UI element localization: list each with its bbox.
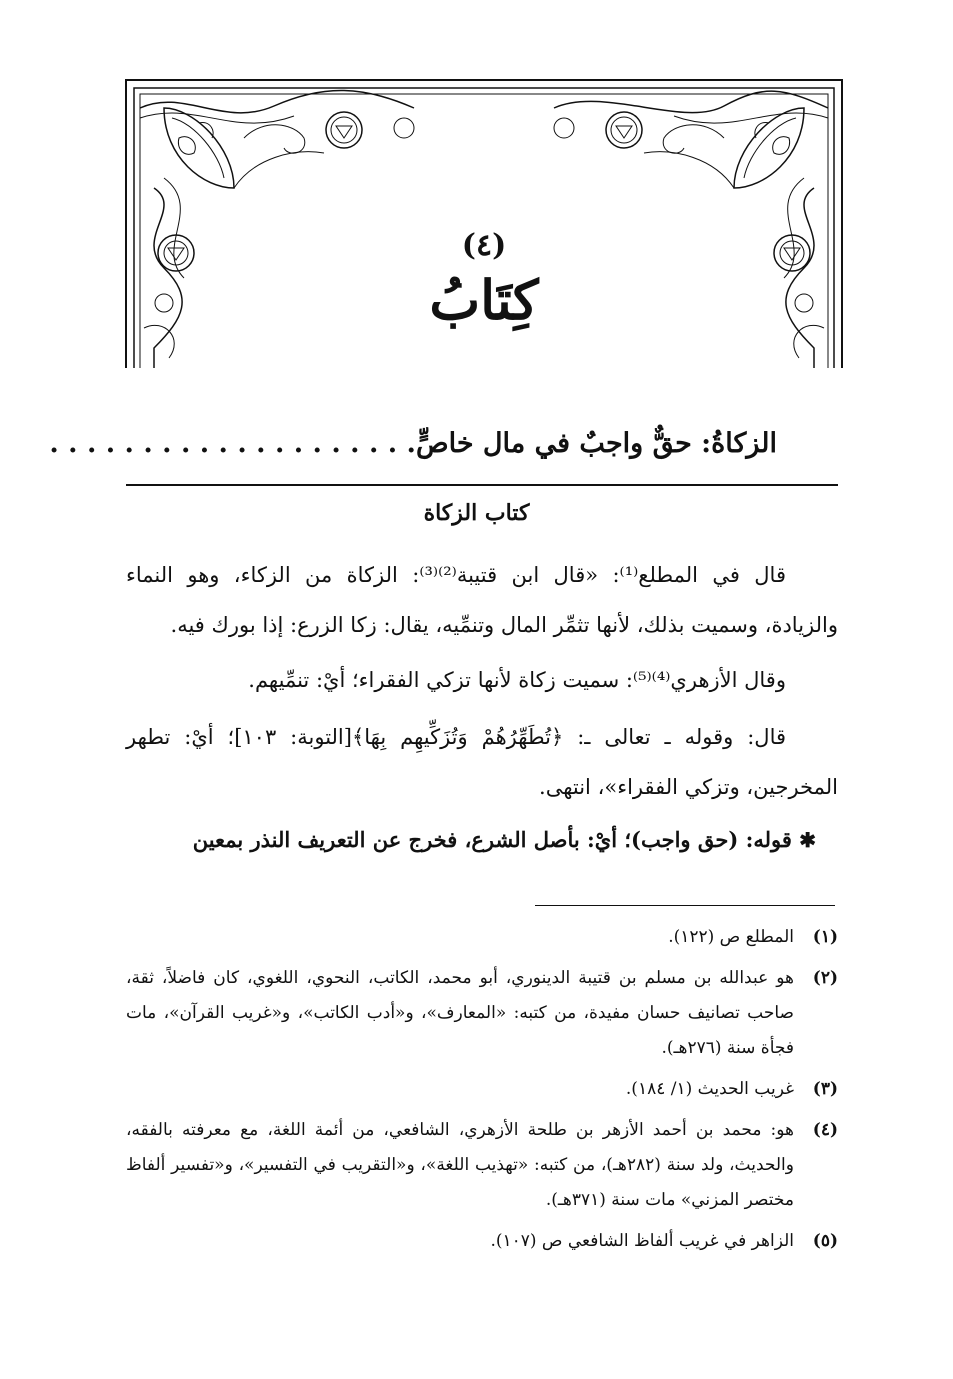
footnote-text: هو عبدالله بن مسلم بن قتيبة الدينوري، أبو محمد، الكاتب، النحوي، اللغوي، كان فاضلاً، ثقة، صاحب تصانيف حسان مفيدة، من كتبه: «المعارف»، و«أدب الكاتب»، و«غريب القرآن»، مات فجأة سنة (٢٧٦هـ). bbox=[126, 968, 794, 1058]
footnote-item bbox=[126, 1072, 838, 1107]
paragraph-4-text: قوله: (حق واجب)؛ أيْ: بأصل الشرع، فخرج عن التعريف النذر بمعين bbox=[192, 827, 792, 852]
footnote-text: المطلع ص (١٢٢). bbox=[668, 927, 794, 947]
matn-divider bbox=[126, 484, 838, 486]
footnote-number: (٤) bbox=[812, 1120, 838, 1140]
footnote-number: (٢) bbox=[812, 968, 838, 988]
section-title: كتاب الزكاة bbox=[423, 500, 530, 526]
matn-text: الزكاةُ: حقٌّ واجبٌ في مال خاصٍّ bbox=[415, 428, 777, 459]
paragraph-3: قال: وقوله ـ تعالى ـ: ﴿تُطَهِّرُهُمْ وَتُزَكِّيهِم بِهَا﴾[التوبة: ١٠٣]؛ أيْ: تطهر المخرجين، وتزكي الفقراء»، انتهى. bbox=[126, 725, 838, 799]
paragraph-4 bbox=[126, 815, 838, 865]
footnote-item bbox=[126, 1113, 838, 1218]
chapter-title-calligraphy: كِتَابُ bbox=[429, 268, 539, 332]
footnote-number: (٥) bbox=[812, 1231, 838, 1251]
matn-dots: . . . . . . . . . . . . . . . . . . . . bbox=[49, 428, 416, 459]
asterisk-icon: ✱ bbox=[799, 828, 816, 852]
footnote-item bbox=[126, 961, 838, 1066]
footnote-text: الزاهر في غريب ألفاظ الشافعي ص (١٠٧). bbox=[490, 1231, 794, 1251]
footnotes bbox=[126, 920, 838, 1265]
footnote-divider bbox=[535, 905, 835, 906]
chapter-number: (٤) bbox=[461, 228, 507, 263]
footnote-text: هو: محمد بن أحمد الأزهر بن طلحة الأزهري، الشافعي، من أئمة اللغة، مع معرفته بالفقه، والحديث، ولد سنة (٢٨٢هـ)، من كتبه: «تهذيب اللغة»، و«التقريب في التفسير»، و«تفسير ألفاظ مختصر المزني» مات سنة (٣٧١هـ). bbox=[126, 1120, 794, 1210]
matn-line bbox=[49, 428, 777, 459]
footnote-number: (١) bbox=[812, 927, 838, 947]
ornamental-header-frame bbox=[124, 78, 844, 370]
paragraph-1: قال في المطلع⁽¹⁾: «قال ابن قتيبة⁽²⁾⁽³⁾: الزكاة من الزكاء، وهو النماء والزيادة، وسميت بذلك، لأنها تثمِّر المال وتنمِّيه، يقال: زكا الزرع: إذا بورك فيه. bbox=[126, 563, 838, 637]
footnote-number: (٣) bbox=[812, 1079, 838, 1099]
footnote-item bbox=[126, 920, 838, 955]
footnote-item bbox=[126, 1224, 838, 1259]
paragraph-2: وقال الأزهري⁽⁴⁾⁽⁵⁾: سميت زكاة لأنها تزكي الفقراء؛ أيْ: تنمِّيهم. bbox=[248, 668, 786, 692]
footnote-text: غريب الحديث (١/ ١٨٤). bbox=[625, 1079, 794, 1099]
